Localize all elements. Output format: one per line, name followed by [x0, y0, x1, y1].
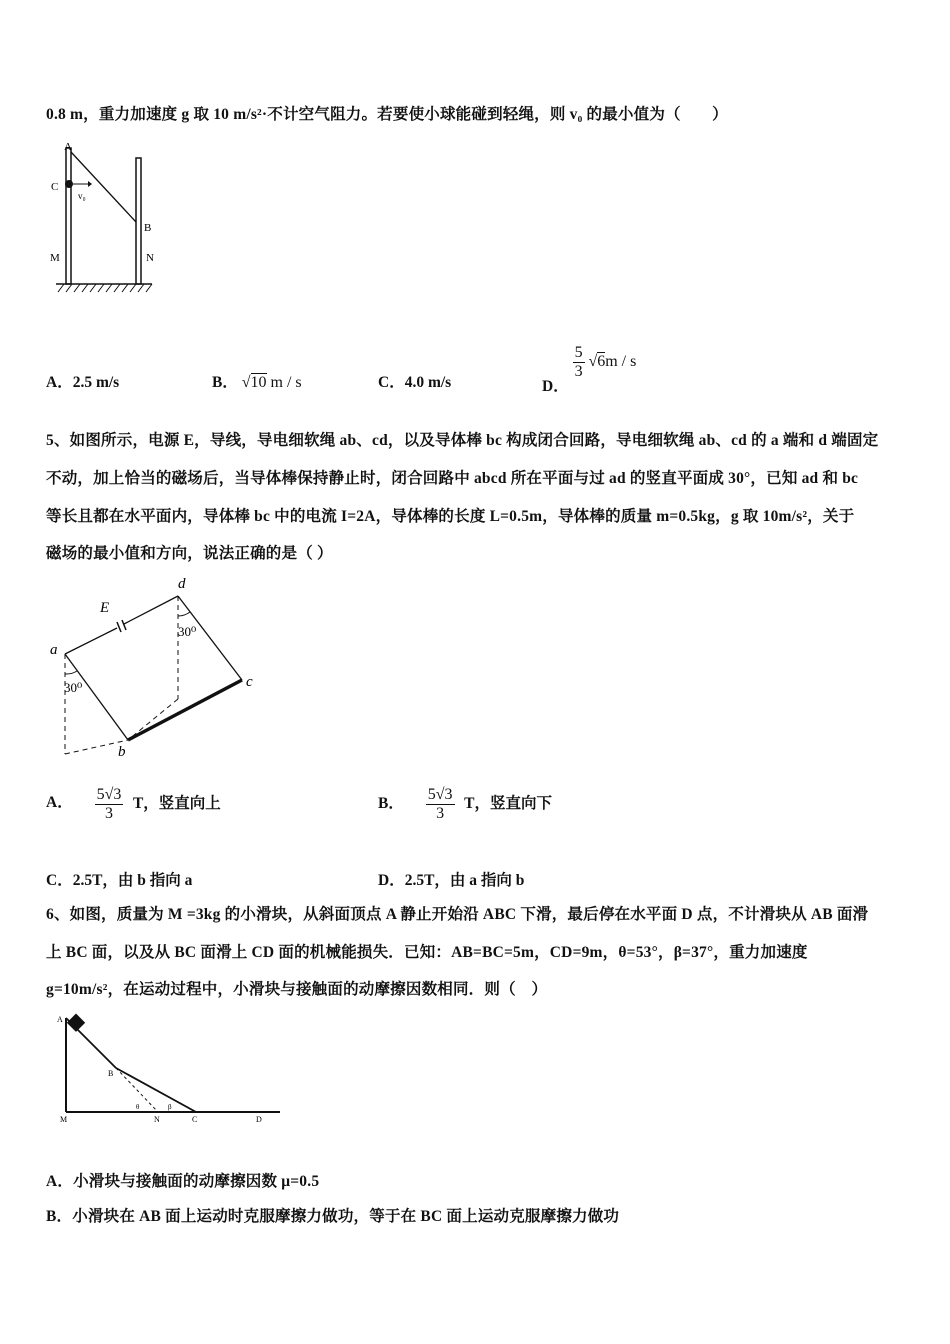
q4-option-c[interactable]: C．4.0 m/s [378, 374, 452, 391]
q4-option-d[interactable]: D． $\frac{5}{3}$ √6m / s [542, 344, 637, 396]
q4-label-n: N [146, 252, 154, 264]
q6-option-b[interactable]: B．小滑块在 AB 面上运动时克服摩擦力做功，等于在 BC 面上运动克服摩擦力做功 [46, 1208, 620, 1225]
q5-label-c: c [246, 674, 253, 690]
q6-label-c: C [192, 1115, 198, 1124]
q4-label-a: A [64, 141, 72, 153]
q4-label-b: B [144, 222, 152, 234]
q5-figure [40, 574, 270, 764]
q6-line-1: 6、如图，质量为 M =3kg 的小滑块，从斜面顶点 A 静止开始沿 ABC 下滑，最后停在水平面 D 点，不计滑块从 AB 面滑 [46, 906, 869, 923]
q5-label-angle-a: 30⁰ [64, 680, 83, 695]
q4-stem: 0.8 m，重力加速度 g 取 10 m/s²·不计空气阻力。若要使小球能碰到轻绳，则 v₀ 的最小值为（ ） [46, 106, 728, 123]
q4-label-v0: v₀ [78, 191, 86, 201]
q5-option-b[interactable]: B． $\frac{5√3}{3}$ T，竖直向下 [378, 786, 552, 822]
q6-label-theta: θ [136, 1103, 140, 1111]
q5-option-a[interactable]: A． $\frac{5√3}{3}$ T，竖直向上 [46, 786, 221, 822]
q5-line-3: 等长且都在水平面内，导体棒 bc 中的电流 I=2A，导体棒的长度 L=0.5m，导体棒的质量 m=0.5kg，g 取 10m/s²，关于 [46, 508, 855, 525]
q6-label-n: N [154, 1115, 160, 1124]
q6-line-3: g=10m/s²，在运动过程中，小滑块与接触面的动摩擦因数相同．则（ ） [46, 981, 548, 998]
q4-option-a[interactable]: A．2.5 m/s [46, 374, 120, 391]
q5-label-b: b [118, 744, 126, 760]
q4-label-m: M [50, 252, 60, 264]
q4-label-c: C [51, 181, 59, 193]
q5-option-d[interactable]: D．2.5T，由 a 指向 b [378, 872, 525, 889]
q5-option-c[interactable]: C．2.5T，由 b 指向 a [46, 872, 193, 889]
q6-label-d: D [256, 1115, 262, 1124]
q5-label-e: E [100, 600, 110, 616]
q4-figure [46, 140, 166, 300]
q5-label-a: a [50, 642, 58, 658]
q6-figure [54, 1010, 289, 1130]
q5-line-2: 不动，加上恰当的磁场后，当导体棒保持静止时，闭合回路中 abcd 所在平面与过 ad 的竖直平面成 30°，已知 ad 和 bc [46, 470, 859, 487]
q6-option-a[interactable]: A．小滑块与接触面的动摩擦因数 μ=0.5 [46, 1173, 320, 1190]
q4-option-b[interactable]: B． √10 m / s [212, 374, 302, 391]
q5-label-d: d [178, 576, 186, 592]
q6-label-b: B [108, 1069, 114, 1078]
q6-line-2: 上 BC 面，以及从 BC 面滑上 CD 面的机械能损失．已知：AB=BC=5m，CD=9m，θ=53°，β=37°，重力加速度 [46, 944, 808, 961]
q5-line-1: 5、如图所示，电源 E，导线，导电细软绳 ab、cd，以及导体棒 bc 构成闭合回路，导电细软绳 ab、cd 的 a 端和 d 端固定 [46, 432, 879, 449]
q6-label-a: A [57, 1015, 63, 1024]
q6-label-m: M [60, 1115, 68, 1124]
q5-line-4: 磁场的最小值和方向，说法正确的是（ ） [46, 545, 333, 562]
q6-label-beta: β [168, 1103, 172, 1111]
q5-label-angle-d: 30⁰ [178, 624, 197, 639]
